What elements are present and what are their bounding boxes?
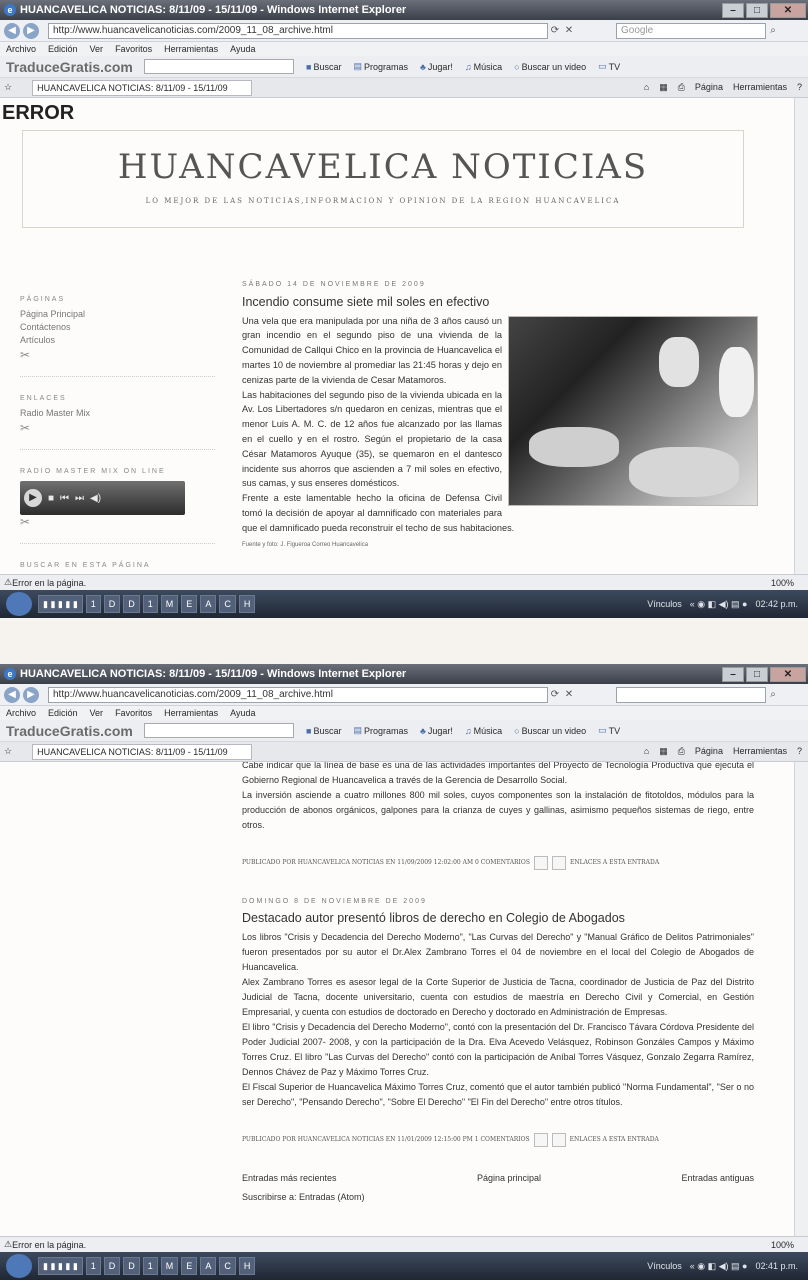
taskbar-item[interactable]: ▮ ▮ ▮ ▮ ▮ [38,595,83,613]
toolbar-musica[interactable]: ♫ Música [464,725,503,736]
traducegratis-toolbar [0,56,808,78]
forward-icon[interactable]: ▶ [23,687,39,703]
search-icon: ■ [306,61,312,72]
minimize-button[interactable]: – [722,667,744,682]
taskbar-item[interactable]: H [239,1257,256,1275]
toolbar-search-input[interactable] [144,723,294,738]
system-tray [647,599,808,610]
divider [20,449,215,450]
taskbar-item[interactable]: A [200,595,216,613]
taskbar-item[interactable]: M [161,1257,179,1275]
status-bar [0,1236,808,1252]
blog-title[interactable]: HUANCAVELICA NOTICIAS [117,147,649,187]
clock: 02:42 p.m. [755,598,798,609]
menu-herramientas[interactable]: Herramientas [164,708,219,718]
vertical-scrollbar[interactable] [794,98,808,574]
post-previous [242,762,754,870]
post-meta[interactable]: PUBLICADO POR HUANCAVELICA NOTICIAS EN 11/01/2009 12:15:00 PM 1 COMENTARIOS [242,1136,530,1143]
page-menu[interactable]: Página [694,82,723,92]
sidebar-radio-heading: RADIO MASTER MIX ON LINE [20,468,166,475]
system-tray [647,1261,808,1272]
taskbar-item[interactable]: E [181,1257,197,1275]
browser-window-bottom [0,664,808,1280]
status-bar [0,574,808,590]
home-icon[interactable]: ⌂ [643,82,650,92]
menu-edicion[interactable]: Edición [48,708,78,718]
post-paragraph: Una vela que era manipulada por una niña de 3 años causó un gran incendio en el segundo piso de una vivienda de la Comunidad de Callqui Chico en la provincia de Huancavelica el martes 10 de noviembre al promediar las 21:45 horas y dejo en cenizas parte de la vivienda de Cesar Matamoros. [242,315,502,385]
links-label[interactable]: Vínculos [647,1260,682,1271]
post-date: SÁBADO 14 DE NOVIEMBRE DE 2009 [242,281,426,288]
tab-active[interactable]: HUANCAVELICA NOTICIAS: 8/11/09 - 15/11/09 [32,744,252,760]
page-viewport-bottom [0,762,794,1236]
stop-icon[interactable]: ✕ [564,689,574,700]
radio-player [20,481,185,515]
taskbar-item[interactable]: D [123,1257,140,1275]
help-icon[interactable]: ? [796,82,802,92]
menu-ver[interactable]: Ver [89,44,104,54]
sidebar-link-contact[interactable]: Contáctenos [20,322,71,332]
menu-herramientas[interactable]: Herramientas [164,44,219,54]
tab-active[interactable]: HUANCAVELICA NOTICIAS: 8/11/09 - 15/11/09 [32,80,252,96]
print-icon[interactable]: ⎙ [677,746,685,756]
blog-pager [242,1171,754,1186]
taskbar-item[interactable]: 1 [143,1257,158,1275]
toolbar-jugar[interactable]: ♣ Jugar! [419,61,453,72]
post-paragraph: Los libros "Crisis y Decadencia del Derecho Moderno", "Las Curvas del Derecho" y "Manual Gráfico de Delitos Patrimoniales" fueron presentados por su autor el Dr.Alex Zambrano Torres el 04 de noviembre en el local del Colegio de Abogados de Huancavelica. [242,932,754,972]
edit-wrench-icon[interactable]: ✂ [20,348,31,362]
zoom-level[interactable]: 100% [770,577,794,588]
maximize-button[interactable]: □ [746,3,768,18]
post-footer [242,855,754,870]
taskbar-item[interactable]: A [200,1257,216,1275]
toolbar-video[interactable]: ○ Buscar un video [514,725,587,736]
url-input[interactable]: http://www.huancavelicanoticias.com/2009_11_08_archive.html [48,687,548,703]
refresh-icon[interactable]: ⟳ [550,689,560,700]
stop-icon[interactable]: ■ [48,492,55,504]
fire-damage-photo[interactable] [508,316,758,506]
window-title: HUANCAVELICA NOTICIAS: 8/11/09 - 15/11/09 - Windows Internet Explorer [20,668,407,680]
backlinks-link[interactable]: ENLACES A ESTA ENTRADA [569,859,660,866]
help-icon[interactable]: ? [796,746,802,756]
share-post-icon[interactable] [552,1133,566,1147]
home-link[interactable]: Página principal [476,1173,542,1183]
tab-bar [0,742,808,762]
toolbar-programas[interactable]: ▤ Programas [353,61,408,72]
menu-bar [0,42,808,56]
sidebar-link-home[interactable]: Página Principal [20,309,86,319]
divider [20,376,215,377]
url-input[interactable]: http://www.huancavelicanoticias.com/2009_11_08_archive.html [48,23,548,39]
post-meta[interactable]: PUBLICADO POR HUANCAVELICA NOTICIAS EN 11/09/2009 12:02:00 AM 0 COMENTARIOS [242,859,530,866]
clock: 02:41 p.m. [755,1260,798,1271]
menu-favoritos[interactable]: Favoritos [115,44,153,54]
post-footer [242,1132,754,1147]
favorites-star-icon[interactable]: ☆ [4,82,13,92]
post-paragraph: Frente a este lamentable hecho la oficina de Defensa Civil tomó la decisión de apoyar al damnificado con materiales para que el damnificado pueda reconstruir el techo de sus habitaciones. [242,493,515,533]
ie-logo-icon: e [4,4,16,16]
post-paragraph: El libro "Crisis y Decadencia del Derecho Moderno", contó con la presentación del Dr. Francisco Távara Córdova Presidente del Poder Judicial 2007- 2008, y con la participación de la Dra. Elva Acevedo Velásquez, Robinson Gonzáles Campos y Máximo Torres Cruz. El libro "Las Curvas del Derecho" contó con la participación de Aníbal Torres Vásquez, Gonzalo Zegarra Ramírez, Dennos Chávez de Paz y Máximo Torres Cruz. [242,1022,754,1077]
tray-icons[interactable]: « ◉ ◧ ◀) ▤ ● [689,1260,748,1271]
taskbar-item[interactable]: D [123,595,140,613]
menu-ver[interactable]: Ver [89,708,104,718]
status-warning-icon[interactable]: ⚠ [4,1239,13,1249]
play-icon[interactable]: ▶ [24,489,42,507]
edit-wrench-icon[interactable]: ✂ [20,421,31,435]
share-post-icon[interactable] [552,856,566,870]
sidebar-link-radio[interactable]: Radio Master Mix [20,408,91,418]
magnifier-icon: ○ [514,61,520,72]
taskbar-item[interactable]: H [239,595,256,613]
toolbar-jugar[interactable]: ♣ Jugar! [419,725,453,736]
post-date: DOMINGO 8 DE NOVIEMBRE DE 2009 [242,898,427,905]
menu-archivo[interactable]: Archivo [6,708,37,718]
tools-menu[interactable]: Herramientas [732,746,787,756]
post-paragraph: Alex Zambrano Torres es asesor legal de la Corte Superior de Justicia de Tacna, coordinador de Justicia de Paz del Distrito Judicial de Tacna, docente universitario, cuenta con estudios de maestría en Derecho Civil y Comercial, en Gestión Empresarial, y cuenta con estudios de doctorado en Derecho y doctorado en Administración de Empresas. [242,977,754,1017]
post-paragraph: El Fiscal Superior de Huancavelica Máximo Torres Cruz, comentó que el autor también publicó "Norma Fundamental", "Ser o no ser Derecho", "Pensando Derecho", "Sobre El Derecho" "El Fin del Derecho" entre otros títulos. [242,1082,754,1107]
magnifier-icon: ○ [514,725,520,736]
stop-icon[interactable]: ✕ [564,25,574,36]
email-post-icon[interactable] [534,856,548,870]
close-button[interactable]: ✕ [770,3,806,18]
windows-taskbar [0,590,808,618]
menu-ayuda[interactable]: Ayuda [230,44,256,54]
links-label[interactable]: Vínculos [647,598,682,609]
next-icon[interactable]: ⏭ [75,492,85,504]
search-input[interactable] [616,687,766,703]
sidebar-link-articles[interactable]: Artículos [20,335,56,345]
taskbar-item[interactable]: C [219,1257,236,1275]
taskbar-item[interactable]: ▮ ▮ ▮ ▮ ▮ [38,1257,83,1275]
backlinks-link[interactable]: ENLACES A ESTA ENTRADA [569,1136,659,1143]
toolbar-brand: TraduceGratis.com [6,58,133,75]
command-bar [644,82,808,93]
command-bar [644,746,808,757]
previous-icon[interactable]: ⏮ [60,492,70,504]
feeds-icon[interactable]: ▦ [659,746,668,756]
browser-window-top [0,0,808,618]
programs-icon: ▤ [353,725,362,735]
taskbar-item[interactable]: C [219,595,236,613]
toolbar-brand: TraduceGratis.com [6,722,133,739]
home-icon[interactable]: ⌂ [643,746,650,756]
post-incendio [242,278,758,552]
game-icon: ♣ [419,725,426,736]
traducegratis-toolbar [0,720,808,742]
page-menu[interactable]: Página [694,746,723,756]
menu-favoritos[interactable]: Favoritos [115,708,153,718]
post-title[interactable]: Incendio consume siete mil soles en efectivo [242,294,490,309]
toolbar-tv[interactable]: ▭ TV [598,61,621,72]
window-title: HUANCAVELICA NOTICIAS: 8/11/09 - 15/11/09 - Windows Internet Explorer [20,4,407,16]
menu-edicion[interactable]: Edición [48,44,78,54]
address-bar [0,20,808,42]
back-icon[interactable]: ◀ [4,23,20,39]
taskbar-item[interactable]: D [104,595,121,613]
tv-icon: ▭ [598,61,607,71]
start-button[interactable] [6,1254,32,1278]
toolbar-buscar[interactable]: ■ Buscar [306,725,342,736]
taskbar-item[interactable]: D [104,1257,121,1275]
post-libros-derecho [242,894,754,1147]
game-icon: ♣ [419,61,426,72]
taskbar-item[interactable]: 1 [86,1257,101,1275]
taskbar-item[interactable]: 1 [86,595,101,613]
start-button[interactable] [6,592,32,616]
menu-ayuda[interactable]: Ayuda [230,708,256,718]
post-title[interactable]: Destacado autor presentó libros de derecho en Colegio de Abogados [242,911,625,925]
divider [20,543,215,544]
toolbar-musica[interactable]: ♫ Música [464,61,503,72]
vertical-scrollbar[interactable] [794,762,808,1236]
toolbar-tv[interactable]: ▭ TV [598,725,621,736]
taskbar-item[interactable]: 1 [143,595,158,613]
post-paragraph: Las habitaciones del segundo piso de la vivienda ubicada en la Av. Los Libertadores s/n quedaron en cenizas, mientras que el menor Luis A. M. C. de 12 años fue alcanzado por las llamas en el cuello y en el rostro. Según el propietario de la casa César Matamoros Ayuque (35), se quemaron en el dantesco incidente sus ahorros que ascienden a 7 mil soles en efectivo, sus camas, y sus enseres domésticos. [242,389,502,489]
search-input[interactable]: Google [616,23,766,39]
newer-posts-link[interactable]: Entradas más recientes [242,1173,337,1183]
zoom-level[interactable]: 100% [770,1239,794,1250]
search-icon[interactable]: ⌕ [770,689,776,700]
photo-credit: Fuente y foto: J. Figueroa Correo Huancavelica [242,541,369,548]
status-text: Error en la página. [12,577,87,588]
ie-logo-icon: e [4,668,16,680]
back-icon[interactable]: ◀ [4,687,20,703]
refresh-icon[interactable]: ⟳ [550,25,560,36]
forward-icon[interactable]: ▶ [23,23,39,39]
status-text: Error en la página. [12,1239,87,1250]
sidebar-pages-heading: PÁGINAS [20,296,66,303]
music-icon: ♫ [464,61,472,72]
post-body [242,314,758,553]
minimize-button[interactable]: – [722,3,744,18]
taskbar-item[interactable]: E [181,595,197,613]
print-icon[interactable]: ⎙ [677,82,685,92]
tray-icons[interactable]: « ◉ ◧ ◀) ▤ ● [689,598,748,609]
toolbar-buscar[interactable]: ■ Buscar [306,61,342,72]
search-icon[interactable]: ⌕ [770,25,776,36]
toolbar-search-input[interactable] [144,59,294,74]
search-icon: ■ [306,725,312,736]
status-warning-icon[interactable]: ⚠ [4,577,13,587]
windows-taskbar [0,1252,808,1280]
main-column [242,762,754,1205]
edit-wrench-icon[interactable]: ✂ [20,515,31,529]
sidebar-search-heading: BUSCAR EN ESTA PÁGINA [20,562,151,569]
older-posts-link[interactable]: Entradas antiguas [681,1173,754,1183]
title-bar [0,0,808,20]
programs-icon: ▤ [353,61,362,71]
toolbar-programas[interactable]: ▤ Programas [353,725,408,736]
tv-icon: ▭ [598,725,607,735]
email-post-icon[interactable] [534,1133,548,1147]
tab-bar [0,78,808,98]
toolbar-video[interactable]: ○ Buscar un video [514,61,587,72]
subscribe-link[interactable]: Suscribirse a: Entradas (Atom) [242,1192,365,1202]
sidebar-links-heading: ENLACES [20,395,67,402]
error-label: ERROR [2,102,75,124]
post-paragraph: La inversión asciende a cuatro millones 800 mil soles, cuyos componentes son la instalación de fitotoldos, módulos para la producción de abonos orgánicos, galpones para la crianza de cuyes y gallinas, asimismo pequeños sistemas de riego, entre otros. [242,790,754,830]
blog-tagline: LO MEJOR DE LAS NOTICIAS,INFORMACION Y OPINION DE LA REGION HUANCAVELICA [145,197,621,205]
menu-bar [0,706,808,720]
title-bar [0,664,808,684]
menu-archivo[interactable]: Archivo [6,44,37,54]
sidebar [20,278,215,574]
volume-icon[interactable]: ◀) [90,492,102,504]
close-button[interactable]: ✕ [770,667,806,682]
music-icon: ♫ [464,725,472,736]
taskbar-item[interactable]: M [161,595,179,613]
address-bar [0,684,808,706]
feeds-icon[interactable]: ▦ [659,82,668,92]
blog-header [22,130,744,228]
favorites-star-icon[interactable]: ☆ [4,746,13,756]
tools-menu[interactable]: Herramientas [732,82,787,92]
post-paragraph: Cabe indicar que la línea de base es una de las actividades importantes del Proyecto de Tecnología Productiva que ejecuta el Gobierno Regional de Huancavelica a través de la Gerencia de Desarrollo Social. [242,762,754,785]
maximize-button[interactable]: □ [746,667,768,682]
page-viewport-top [0,98,794,574]
